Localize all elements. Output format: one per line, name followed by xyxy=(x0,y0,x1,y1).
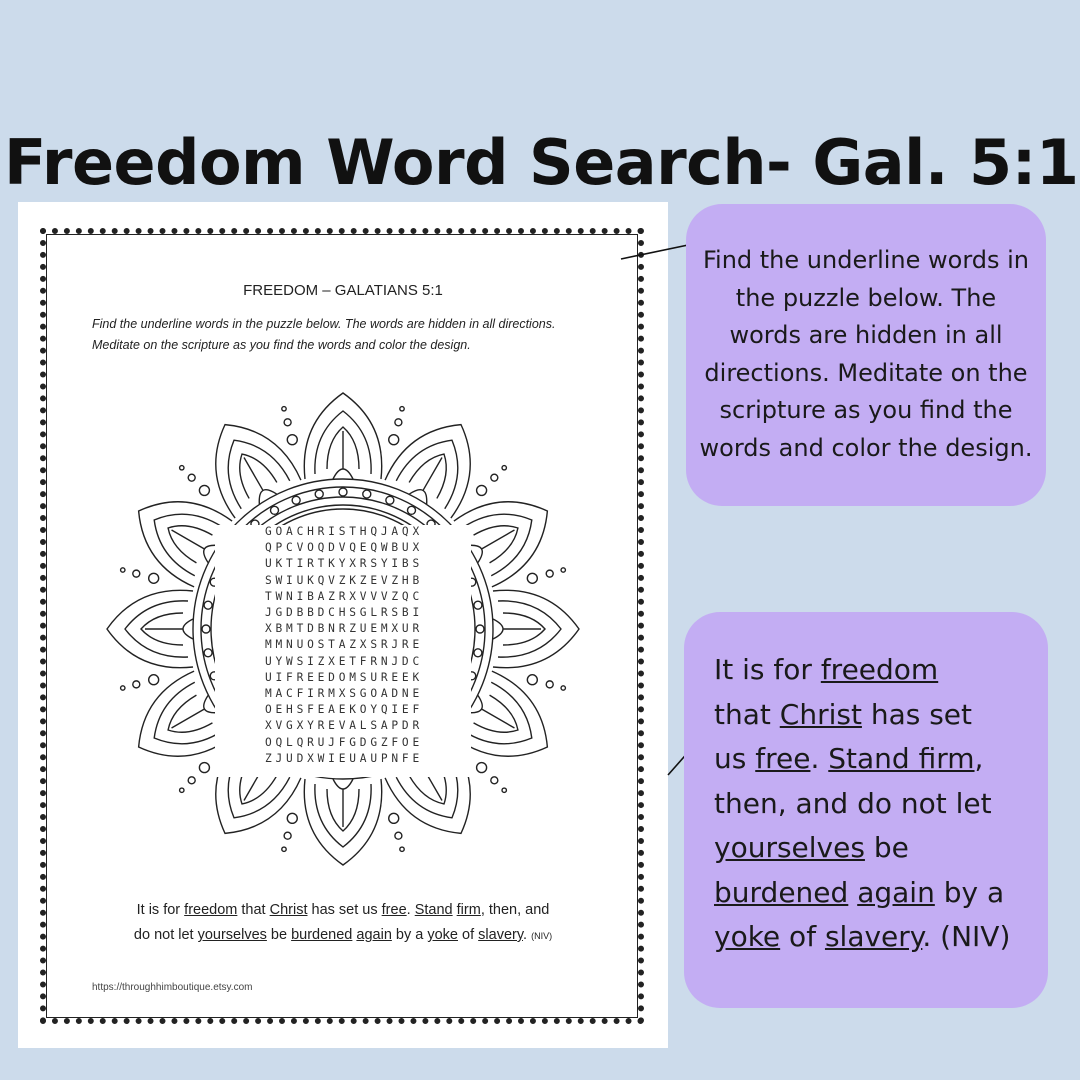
page-title: Freedom Word Search- Gal. 5:1 xyxy=(4,126,1079,199)
callout-line: the puzzle below. The xyxy=(735,283,997,312)
worksheet-instructions: Find the underline words in the puzzle below. The words are hidden in all directions. Meditate on the scripture as you find the words and color the design. xyxy=(92,317,556,352)
grid-row: MMNUOSTAZXSRJRE xyxy=(264,638,424,652)
grid-row: OEHSFEAEKOYQIEF xyxy=(264,703,424,717)
worksheet-title: FREEDOM – GALATIANS 5:1 xyxy=(243,282,443,299)
grid-row: MACFIRMXSGOADNE xyxy=(264,687,424,701)
callout-line: directions. Meditate on the xyxy=(704,358,1028,387)
instructions-callout xyxy=(686,204,1046,506)
grid-row: XVGXYREVALSAPDR xyxy=(264,719,424,733)
grid-row: OQLQRUJFGDGZFOE xyxy=(264,735,424,749)
grid-row: UYWSIZXETFRNJDC xyxy=(264,654,424,668)
callout-line: Find the underline words in xyxy=(702,246,1030,274)
grid-row: ZJUDXWIEUAUPNFE xyxy=(264,751,424,765)
grid-row: TWNIBAZRXVVVZQC xyxy=(264,589,424,603)
callout-line: words and color the design. xyxy=(699,433,1033,462)
word-search-grid xyxy=(221,524,467,767)
callout-line: scripture as you find the xyxy=(719,396,1013,425)
grid-row: JGDBBDCHSGLRSBI xyxy=(264,606,424,620)
verse-callout: It is for freedom that Christ has set us free. Stand firm, then, and do not let yourselves be burdened again by a yoke of slavery. (NIV) xyxy=(684,612,1048,1008)
worksheet-verse: It is for freedom that Christ has set us free. Stand firm, then, and do not let yourselves be burdened again by a yoke of slavery. (NIV) xyxy=(133,902,553,943)
worksheet-url: https://throughhimboutique.etsy.com xyxy=(92,982,253,993)
grid-row: SWIUKQVZKZEVZHB xyxy=(264,573,424,587)
callout-line: words are hidden in all xyxy=(729,321,1003,350)
grid-row: QPCVOQDVQEQWBUX xyxy=(264,541,424,555)
grid-row: XBMTDBNRZUEMXUR xyxy=(264,622,424,636)
grid-row: GOACHRISTHQJAQX xyxy=(264,525,424,538)
grid-row: UIFREEDOMSUREEK xyxy=(264,670,424,684)
worksheet-image xyxy=(18,202,668,1048)
grid-row: UKTIRTKYXRSYIBS xyxy=(264,557,424,571)
